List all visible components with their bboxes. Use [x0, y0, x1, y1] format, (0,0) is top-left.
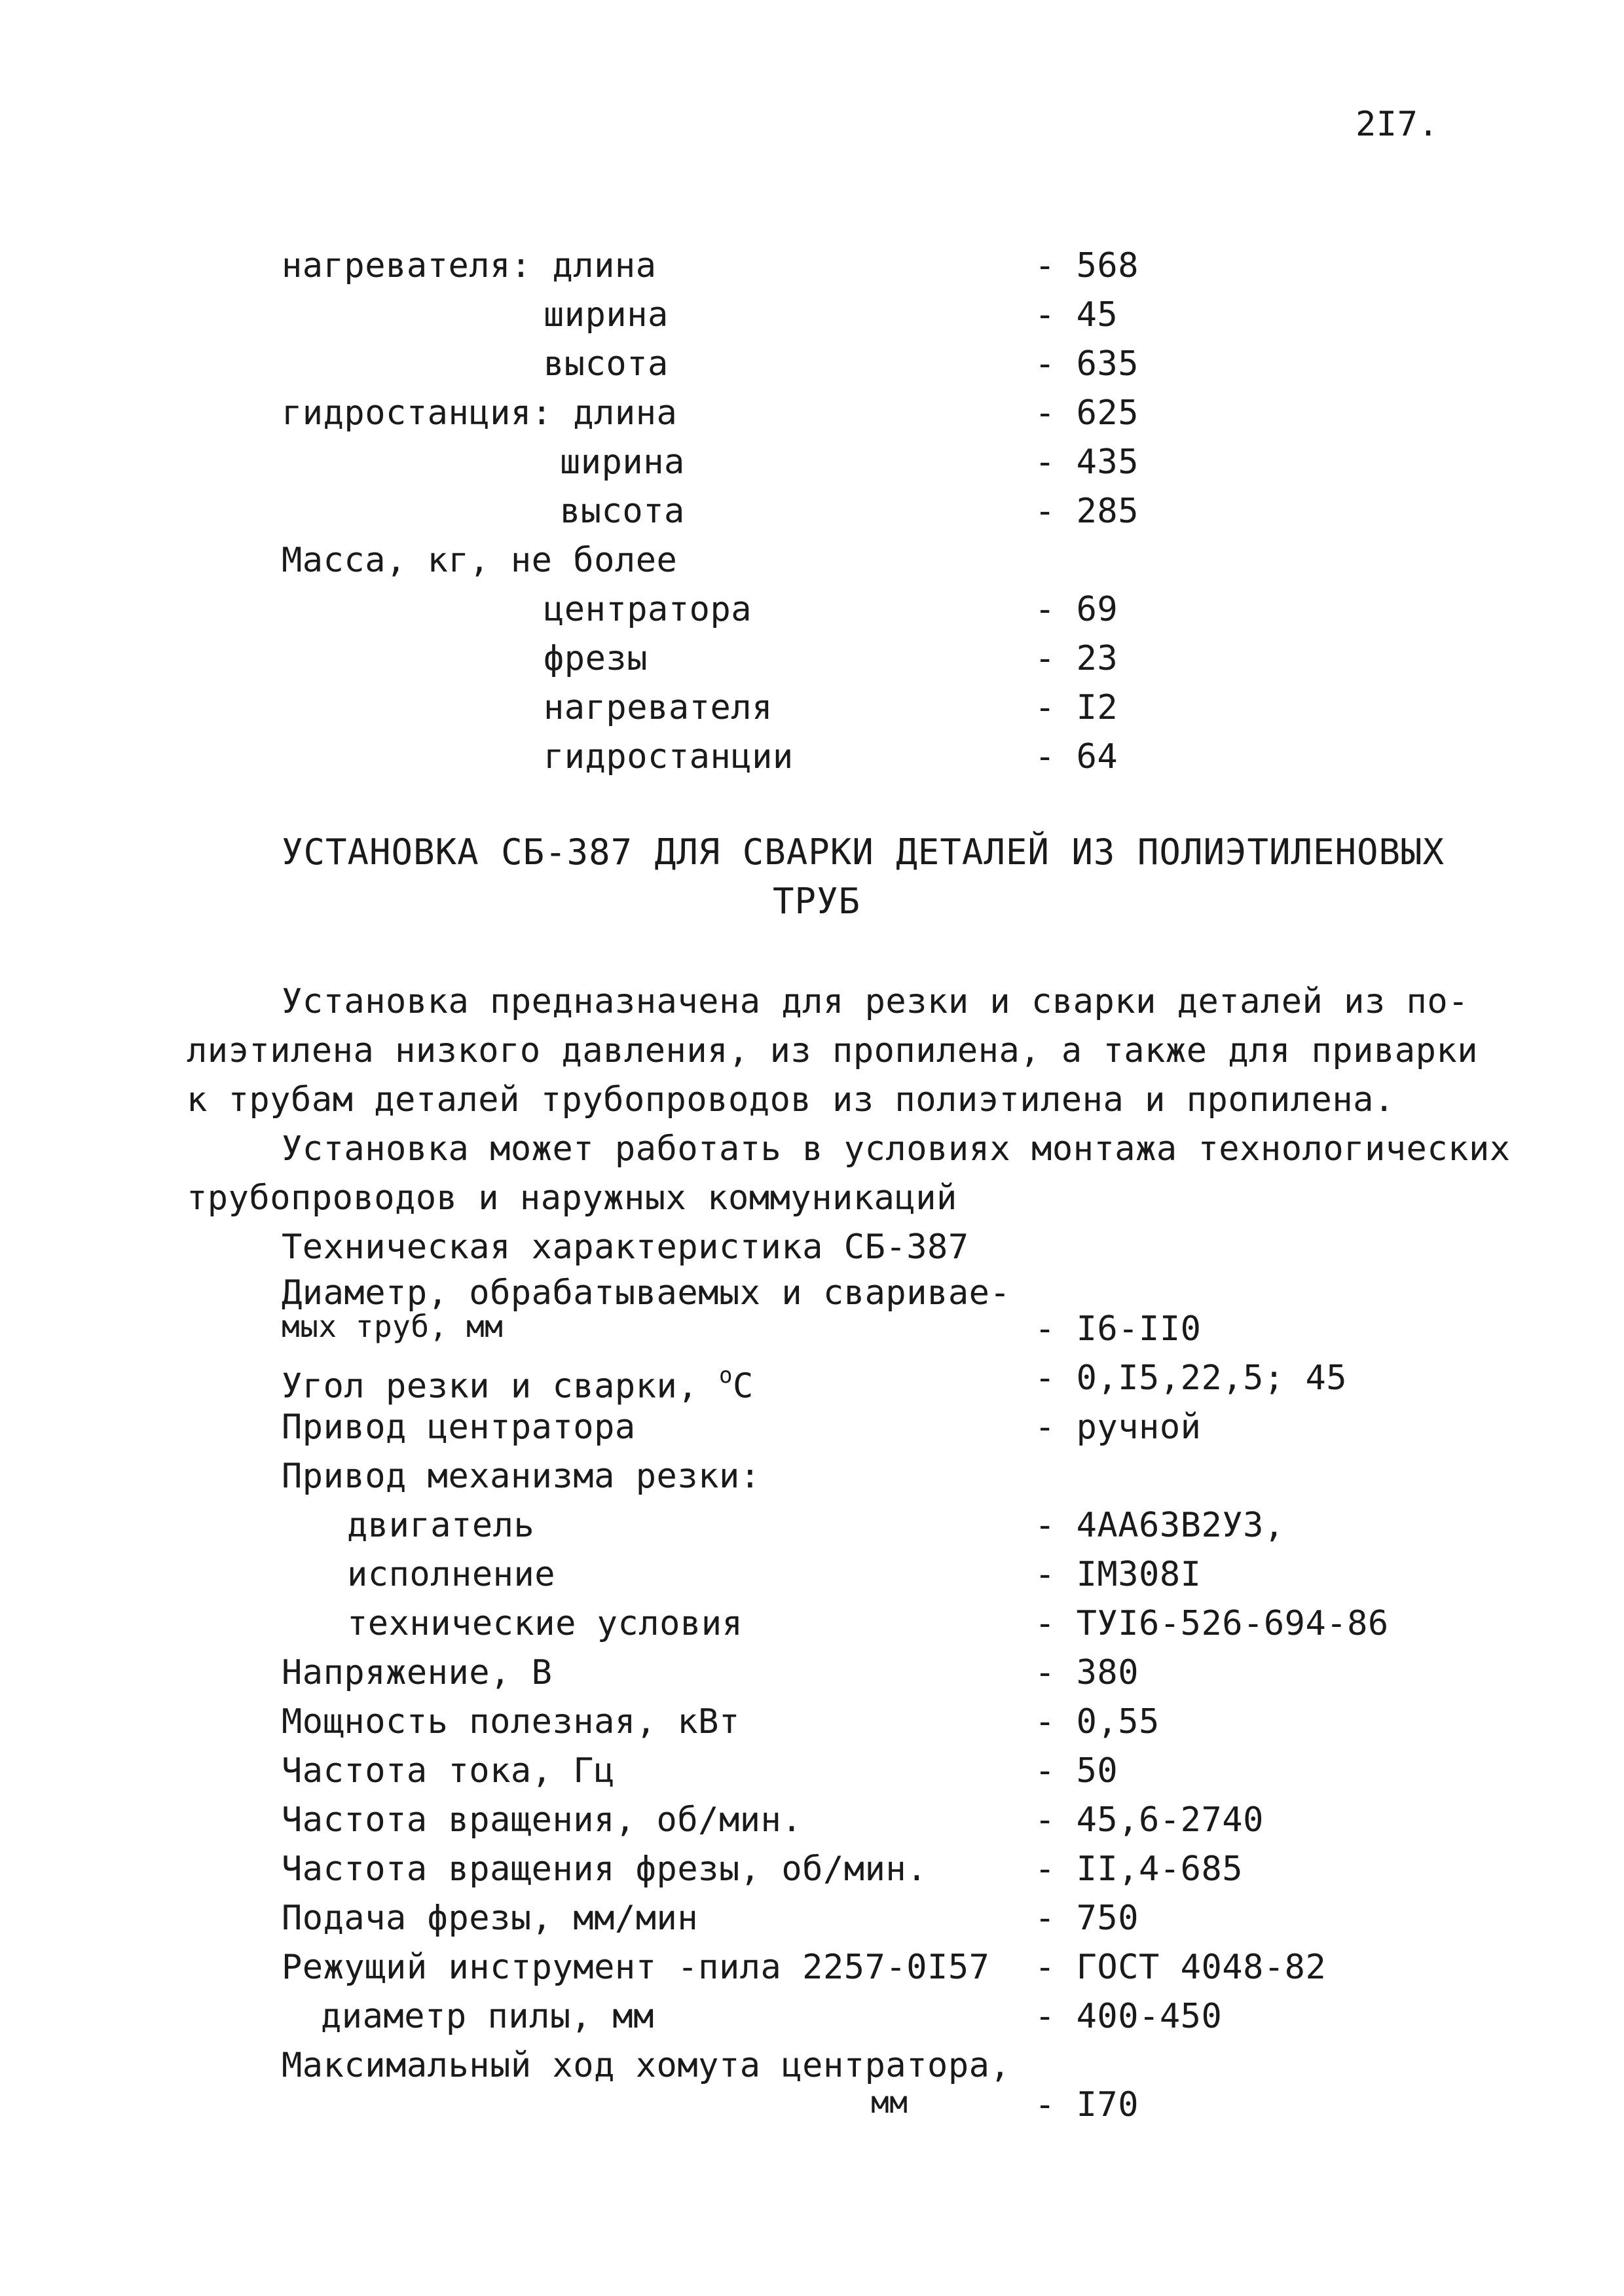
- cutting-tool-value: - ГОСТ 4048-82: [1035, 1948, 1327, 1987]
- execution-label: исполнение: [347, 1555, 556, 1594]
- section-title-line2: ТРУБ: [773, 881, 861, 922]
- diameter-label-line1: Диаметр, обрабатываемых и сваривае-: [282, 1273, 1011, 1313]
- execution-value: - IМ308I: [1035, 1555, 1202, 1594]
- tech-conditions-value: - ТУI6-526-694-86: [1035, 1604, 1389, 1643]
- hydro-width-value: - 435: [1035, 443, 1139, 482]
- motor-label: двигатель: [347, 1506, 535, 1545]
- tech-conditions-label: технические условия: [347, 1604, 743, 1643]
- mill-feed-label: Подача фрезы, мм/мин: [282, 1899, 699, 1938]
- paragraph-1-line-3: к трубам деталей трубопроводов из полиэтилена и пропилена.: [187, 1080, 1395, 1120]
- power-label: Мощность полезная, кВт: [282, 1702, 740, 1741]
- clamp-stroke-value: - I70: [1035, 2085, 1139, 2124]
- heater-height-label: высота: [544, 344, 669, 384]
- heater-length-value: - 568: [1035, 246, 1139, 285]
- mill-feed-value: - 750: [1035, 1899, 1139, 1938]
- mass-heater-value: - I2: [1035, 688, 1118, 727]
- heater-length-label: нагревателя: длина: [282, 246, 657, 285]
- mass-mill-label: фрезы: [544, 639, 648, 678]
- clamp-stroke-label-line2: мм: [871, 2085, 908, 2120]
- heater-width-label: ширина: [544, 295, 669, 335]
- paragraph-2-line-1: Установка может работать в условиях монтажа технологических: [282, 1129, 1511, 1169]
- degree-sup: о: [718, 1362, 733, 1389]
- hydro-length-label: гидростанция: длина: [282, 393, 678, 433]
- paragraph-1-line-2: лиэтилена низкого давления, из пропилена, а также для приварки: [187, 1031, 1479, 1070]
- mill-rotation-value: - II,4-685: [1035, 1850, 1244, 1889]
- hydro-height-label: высота: [560, 492, 685, 531]
- clamp-stroke-label-line1: Максимальный ход хомута центратора,: [282, 2046, 1011, 2085]
- frequency-label: Частота тока, Гц: [282, 1751, 615, 1791]
- hydro-width-label: ширина: [560, 443, 685, 482]
- mass-hydro-value: - 64: [1035, 737, 1118, 776]
- cutting-tool-label: Режущий инструмент -пила 2257-0I57: [282, 1948, 990, 1987]
- heater-height-value: - 635: [1035, 344, 1139, 384]
- rotation-value: - 45,6-2740: [1035, 1800, 1264, 1840]
- centrator-drive-label: Привод центратора: [282, 1408, 636, 1447]
- spec-title: Техническая характеристика СБ-387: [282, 1228, 969, 1267]
- diameter-label-line2: мых труб, мм: [282, 1309, 504, 1344]
- power-value: - 0,55: [1035, 1702, 1160, 1741]
- angle-label-text: Угол резки и сварки,: [282, 1366, 719, 1406]
- motor-value: - 4АА63В2У3,: [1035, 1506, 1285, 1545]
- rotation-label: Частота вращения, об/мин.: [282, 1800, 803, 1840]
- page-number: 2I7.: [1356, 105, 1439, 144]
- paragraph-1-line-1: Установка предназначена для резки и сварки деталей из по-: [282, 982, 1469, 1021]
- mass-centrator-value: - 69: [1035, 590, 1118, 629]
- mass-hydro-label: гидростанции: [544, 737, 794, 776]
- mass-mill-value: - 23: [1035, 639, 1118, 678]
- cut-drive-label: Привод механизма резки:: [282, 1457, 761, 1496]
- diameter-value: - I6-II0: [1035, 1309, 1202, 1349]
- angle-value: - 0,I5,22,5; 45: [1035, 1358, 1348, 1398]
- mass-centrator-label: центратора: [544, 590, 752, 629]
- centrator-drive-value: - ручной: [1035, 1408, 1202, 1447]
- hydro-length-value: - 625: [1035, 393, 1139, 433]
- saw-diameter-label: диаметр пилы, мм: [321, 1997, 654, 2036]
- voltage-value: - 380: [1035, 1653, 1139, 1692]
- mill-rotation-label: Частота вращения фрезы, об/мин.: [282, 1850, 928, 1889]
- angle-label: [282, 1358, 754, 1406]
- mass-title: Масса, кг, не более: [282, 541, 678, 580]
- frequency-value: - 50: [1035, 1751, 1118, 1791]
- hydro-height-value: - 285: [1035, 492, 1139, 531]
- voltage-label: Напряжение, В: [282, 1653, 553, 1692]
- section-title-line1: УСТАНОВКА СБ-387 ДЛЯ СВАРКИ ДЕТАЛЕЙ ИЗ ПОЛИЭТИЛЕНОВЫХ: [282, 831, 1445, 873]
- angle-unit: С: [732, 1366, 754, 1406]
- mass-heater-label: нагревателя: [544, 688, 773, 727]
- paragraph-2-line-2: трубопроводов и наружных коммуникаций: [187, 1178, 957, 1218]
- heater-width-value: - 45: [1035, 295, 1118, 335]
- saw-diameter-value: - 400-450: [1035, 1997, 1223, 2036]
